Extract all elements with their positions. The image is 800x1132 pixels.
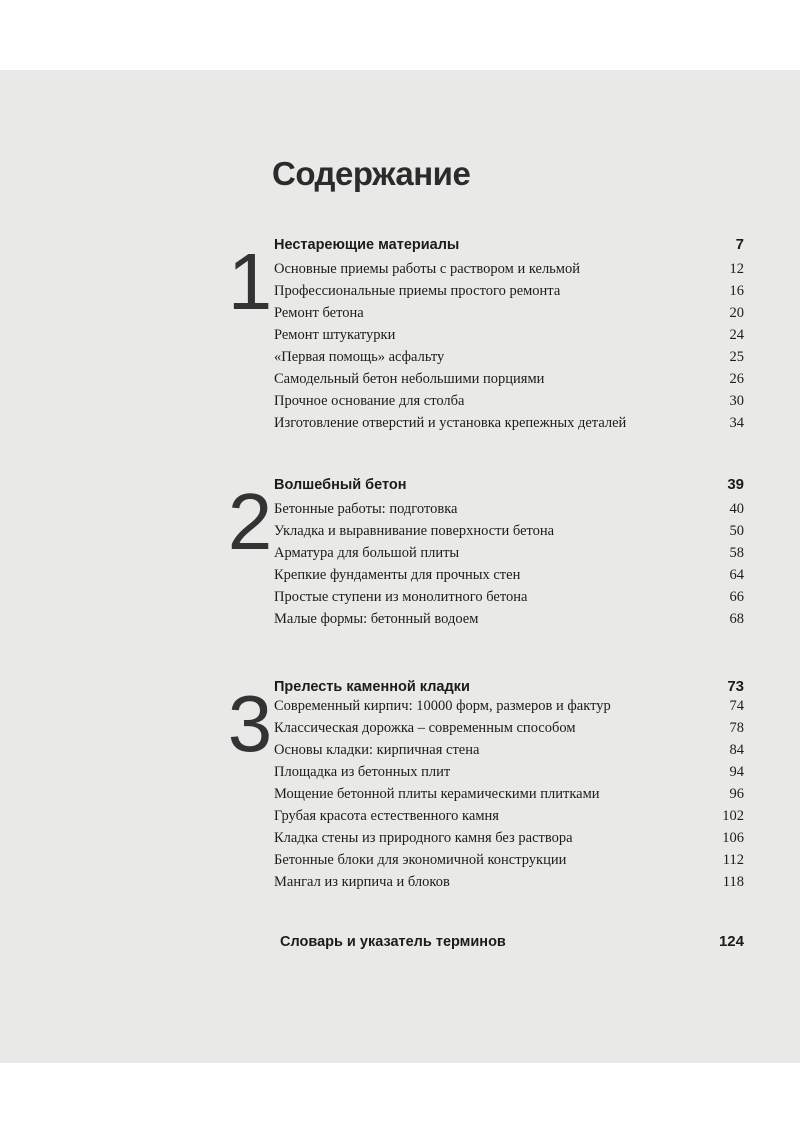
toc-entry-text: Мангал из кирпича и блоков — [274, 874, 450, 890]
toc-entry-text: Основные приемы работы с раствором и кельмой — [274, 261, 580, 277]
toc-entry[interactable] — [274, 412, 744, 434]
glossary-text: Словарь и указатель терминов — [280, 934, 506, 950]
glossary-entry[interactable] — [280, 930, 744, 954]
toc-entry-page: 16 — [729, 283, 744, 299]
toc-entry-page: 50 — [729, 523, 744, 539]
toc-entry-text: Площадка из бетонных плит — [274, 764, 451, 780]
toc-entry-page: 25 — [729, 349, 744, 365]
toc-entry[interactable] — [274, 805, 744, 827]
section-number: 2 — [227, 477, 273, 566]
toc-entry[interactable] — [274, 542, 744, 564]
toc-entry-text: Современный кирпич: 10000 форм, размеров и фактур — [274, 698, 611, 714]
toc-entry-page: 26 — [729, 371, 744, 387]
section-heading[interactable] — [274, 234, 744, 256]
toc-entry[interactable] — [274, 520, 744, 542]
toc-entry-text: Ремонт штукатурки — [274, 327, 396, 343]
toc-entry[interactable] — [274, 498, 744, 520]
toc-entry[interactable] — [274, 608, 744, 630]
toc-entry-text: Арматура для большой плиты — [274, 545, 460, 561]
toc-entry-page: 58 — [729, 545, 744, 561]
toc-entry[interactable] — [274, 368, 744, 390]
toc-entry[interactable] — [274, 827, 744, 849]
toc-entry[interactable] — [274, 717, 744, 739]
section-number: 1 — [227, 237, 273, 326]
toc-entry-page: 64 — [729, 567, 744, 583]
section-heading-text: Нестареющие материалы — [274, 237, 460, 253]
toc-entry-page: 20 — [729, 305, 744, 321]
toc-entry-page: 118 — [722, 874, 744, 890]
section-heading-text: Волшебный бетон — [274, 477, 407, 493]
toc-entry-page: 78 — [729, 720, 744, 736]
toc-entry-text: Прочное основание для столба — [274, 393, 465, 409]
toc-entry[interactable] — [274, 586, 744, 608]
toc-entry-text: Профессиональные приемы простого ремонта — [274, 283, 561, 299]
toc-entry-text: Грубая красота естественного камня — [274, 808, 499, 824]
toc-entry-text: Изготовление отверстий и установка крепежных деталей — [274, 415, 627, 431]
toc-entry-page: 106 — [722, 830, 744, 846]
toc-entry[interactable] — [274, 564, 744, 586]
toc-entry[interactable] — [274, 390, 744, 412]
toc-entry-text: Бетонные блоки для экономичной конструкции — [274, 852, 567, 868]
toc-entry-page: 102 — [722, 808, 744, 824]
toc-entry-text: Укладка и выравнивание поверхности бетона — [274, 523, 555, 539]
toc-entry-text: Крепкие фундаменты для прочных стен — [274, 567, 521, 583]
toc-entry[interactable] — [274, 849, 744, 871]
toc-entry-text: Простые ступени из монолитного бетона — [274, 589, 528, 605]
toc-entry-text: Самодельный бетон небольшими порциями — [274, 371, 545, 387]
toc-entry-page: 94 — [729, 764, 744, 780]
toc-entry-text: Основы кладки: кирпичная стена — [274, 742, 480, 758]
section-heading-text: Прелесть каменной кладки — [274, 679, 470, 695]
toc-entry[interactable] — [274, 739, 744, 761]
toc-entry[interactable] — [274, 324, 744, 346]
toc-entry-text: Ремонт бетона — [274, 305, 364, 321]
toc-entry-page: 12 — [729, 261, 744, 277]
toc-entry-text: Малые формы: бетонный водоем — [274, 611, 479, 627]
toc-entry-page: 96 — [729, 786, 744, 802]
toc-entry-text: Кладка стены из природного камня без раствора — [274, 830, 573, 846]
toc-entry[interactable] — [274, 871, 744, 893]
toc-entry-text: Бетонные работы: подготовка — [274, 501, 458, 517]
toc-entry-page: 68 — [729, 611, 744, 627]
section-heading[interactable] — [274, 474, 744, 496]
toc-entry[interactable] — [274, 695, 744, 717]
toc-entry[interactable] — [274, 258, 744, 280]
toc-entry-page: 74 — [729, 698, 744, 714]
section-heading-page: 73 — [727, 678, 744, 695]
toc-entry-text: Классическая дорожка – современным способом — [274, 720, 576, 736]
section-heading-page: 7 — [735, 236, 744, 253]
toc-entry-page: 30 — [729, 393, 744, 409]
section-number: 3 — [227, 679, 273, 768]
toc-entry[interactable] — [274, 280, 744, 302]
toc-entry-page: 40 — [729, 501, 744, 517]
toc-entry[interactable] — [274, 302, 744, 324]
toc-entry-page: 112 — [722, 852, 744, 868]
toc-entry-page: 24 — [729, 327, 744, 343]
toc-entry-page: 34 — [729, 415, 744, 431]
toc-entry-text: Мощение бетонной плиты керамическими плитками — [274, 786, 600, 802]
toc-entry[interactable] — [274, 346, 744, 368]
section-heading-page: 39 — [727, 476, 744, 493]
toc-entry-page: 84 — [729, 742, 744, 758]
glossary-page: 124 — [718, 933, 744, 950]
toc-entry-page: 66 — [729, 589, 744, 605]
toc-entry-text: «Первая помощь» асфальту — [274, 349, 445, 365]
toc-entry[interactable] — [274, 761, 744, 783]
toc-entry[interactable] — [274, 783, 744, 805]
page-title: Содержание — [272, 155, 471, 192]
